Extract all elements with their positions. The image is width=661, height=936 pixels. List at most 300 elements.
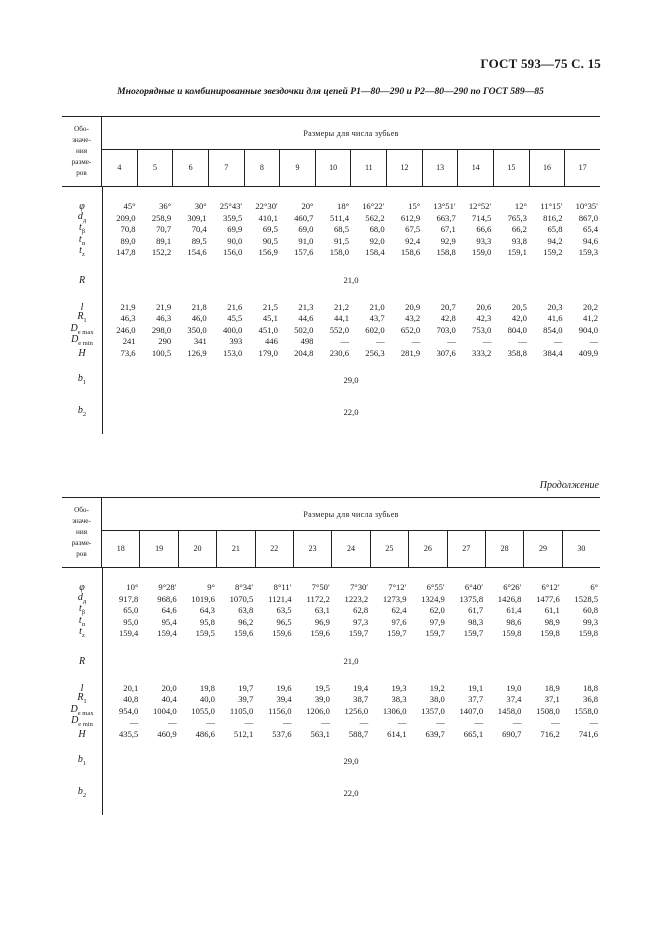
column-label-designation: Обо- значе- ния разме- ров — [62, 117, 102, 186]
value-cell: 209,0 — [116, 212, 136, 223]
value-cell: 511,4 — [330, 212, 350, 223]
value-cell: 11°15′ — [540, 201, 563, 212]
value-cell: 22°30′ — [255, 201, 278, 212]
symbol-b2: $b_2$ — [77, 405, 87, 418]
row-b2 — [62, 402, 600, 423]
symbol-h: H — [78, 347, 86, 359]
value-cell: 1508,0 — [536, 705, 560, 716]
symbol-b1: $b_1$ — [77, 754, 87, 767]
value-cell: 498 — [300, 336, 314, 347]
value-cell: 6°26′ — [503, 582, 522, 593]
value-cell: 63,8 — [238, 605, 254, 616]
value-cell: 97,6 — [391, 616, 407, 627]
value-cell: 502,0 — [294, 324, 314, 335]
value-span: 21,0 — [343, 655, 359, 666]
row-r1 — [62, 313, 600, 325]
value-cell: 19,0 — [506, 682, 522, 693]
value-cell: 1223,2 — [344, 593, 369, 604]
value-cell: 1105,0 — [229, 705, 254, 716]
value-cell: 19,7 — [238, 682, 254, 693]
value-cell: 152,2 — [151, 247, 172, 258]
teeth-count: 30 — [577, 544, 586, 553]
value-span: 29,0 — [343, 375, 359, 385]
value-cell: 66,6 — [476, 224, 492, 235]
value-cell: 602,0 — [365, 324, 385, 335]
value-cell: 44,1 — [334, 313, 350, 324]
value-cell: 968,6 — [157, 593, 177, 604]
row-b1 — [62, 370, 600, 391]
value-cell: 90,0 — [227, 235, 243, 246]
value-span: 29,0 — [343, 756, 359, 766]
symbol-t1: $t_\beta$ — [78, 222, 86, 236]
symbol-demax: $D_{e max}$ — [70, 703, 94, 717]
value-cell: 46,0 — [191, 313, 207, 324]
value-cell: 99,3 — [583, 616, 599, 627]
value-cell: — — [553, 336, 563, 347]
value-cell: 460,7 — [294, 212, 314, 223]
value-cell: 20,6 — [476, 301, 492, 312]
value-cell: 64,6 — [161, 605, 177, 616]
value-cell: 61,1 — [544, 605, 560, 616]
teeth-count: 6 — [173, 149, 209, 186]
value-cell: 10°35′ — [575, 201, 599, 212]
value-cell: 21,6 — [227, 301, 243, 312]
value-cell: 61,7 — [468, 605, 484, 616]
value-cell: 94,6 — [583, 235, 599, 246]
value-cell: 904,0 — [578, 324, 599, 335]
value-cell: 36° — [159, 201, 172, 212]
value-cell: 410,1 — [258, 212, 278, 223]
column-label-designation: Обо- значе- ния разме- ров — [62, 498, 102, 567]
teeth-count: 17 — [578, 163, 587, 172]
value-cell: 43,2 — [405, 313, 421, 324]
value-cell: 38,7 — [353, 694, 369, 705]
value-cell: — — [376, 336, 385, 347]
value-cell: 1273,9 — [382, 593, 407, 604]
symbol-b2: $b_2$ — [77, 786, 87, 799]
value-cell: 1357,0 — [421, 705, 445, 716]
value-cell: — — [589, 717, 599, 728]
teeth-count: 22 — [256, 530, 294, 567]
value-cell: 38,0 — [429, 694, 445, 705]
value-cell: 537,6 — [272, 728, 292, 739]
value-cell: 12°52′ — [468, 201, 492, 212]
symbol-d: $d_д$ — [77, 591, 87, 605]
value-span: 21,0 — [343, 274, 359, 285]
value-cell: 89,0 — [120, 235, 136, 246]
value-cell: 37,1 — [544, 694, 560, 705]
value-cell: 39,0 — [314, 694, 330, 705]
value-cell: — — [589, 336, 599, 347]
row-b1 — [62, 751, 600, 772]
value-cell: 68,5 — [334, 224, 350, 235]
value-cell: 158,4 — [365, 247, 385, 258]
value-cell: 94,2 — [547, 235, 563, 246]
value-cell: 409,9 — [578, 347, 599, 358]
value-cell: 18,8 — [583, 682, 599, 693]
symbol-t2: $t_\alpha$ — [78, 614, 86, 628]
row-demax — [62, 703, 600, 718]
value-cell: 100,5 — [151, 347, 172, 358]
value-cell: 241 — [122, 336, 136, 347]
value-cell: — — [474, 717, 484, 728]
value-cell: — — [482, 336, 492, 347]
value-cell: — — [359, 717, 369, 728]
value-cell: 95,4 — [161, 616, 177, 627]
symbol-t3: $t_z$ — [79, 245, 85, 259]
value-cell: 281,9 — [400, 347, 421, 358]
value-cell: 159,4 — [118, 628, 139, 639]
row-b2 — [62, 783, 600, 804]
value-cell: 1458,0 — [497, 705, 522, 716]
value-cell: 70,8 — [120, 224, 136, 235]
value-cell: 1426,8 — [497, 593, 522, 604]
value-cell: 6° — [590, 582, 599, 593]
row-t2 — [62, 233, 600, 248]
value-cell: 40,0 — [199, 694, 215, 705]
value-cell: 37,7 — [468, 694, 484, 705]
value-cell: 159,3 — [578, 247, 599, 258]
value-cell: 70,4 — [191, 224, 207, 235]
column-caption-teeth: Размеры для числа зубьев — [102, 117, 600, 150]
value-cell: 652,0 — [400, 324, 421, 335]
value-cell: 954,0 — [118, 705, 139, 716]
value-cell: 714,5 — [472, 212, 492, 223]
value-cell: 158,6 — [400, 247, 421, 258]
value-cell: 6°12′ — [541, 582, 560, 593]
symbol-l: l — [80, 682, 84, 694]
teeth-count: 19 — [140, 530, 178, 567]
value-cell: 41,2 — [583, 313, 599, 324]
value-cell: 15° — [408, 201, 421, 212]
teeth-count: 13 — [423, 149, 459, 186]
value-cell: 7°30′ — [349, 582, 369, 593]
value-cell: 562,2 — [365, 212, 385, 223]
value-cell: 612,9 — [400, 212, 421, 223]
value-cell: — — [340, 336, 350, 347]
teeth-count: 25 — [371, 530, 409, 567]
value-cell: 159,6 — [272, 628, 292, 639]
value-cell: 97,9 — [429, 616, 445, 627]
value-cell: 9°28′ — [158, 582, 177, 593]
value-cell: 21,5 — [262, 301, 278, 312]
value-cell: 69,9 — [227, 224, 243, 235]
value-cell: 153,0 — [222, 347, 243, 358]
teeth-count: 5 — [138, 149, 174, 186]
value-cell: 20,7 — [440, 301, 456, 312]
table-body — [62, 568, 600, 815]
value-cell: 90,5 — [262, 235, 278, 246]
value-cell: 7°12′ — [388, 582, 407, 593]
value-cell: 1306,0 — [382, 705, 407, 716]
value-cell: 98,6 — [506, 616, 522, 627]
value-cell: 20,1 — [123, 682, 139, 693]
teeth-count-row — [102, 530, 600, 567]
value-cell: 333,2 — [472, 347, 492, 358]
value-cell: 393 — [229, 336, 243, 347]
value-cell: 741,6 — [578, 728, 599, 739]
symbol-phi: φ — [79, 582, 85, 594]
symbol-r1: $R_1$ — [77, 692, 87, 706]
teeth-count: 29 — [524, 530, 562, 567]
value-cell: 157,6 — [294, 247, 314, 258]
value-cell: 1156,0 — [268, 705, 292, 716]
value-cell: 307,6 — [436, 347, 456, 358]
value-cell: 663,7 — [436, 212, 456, 223]
value-cell: 65,4 — [583, 224, 599, 235]
value-cell: 21,8 — [191, 301, 207, 312]
value-cell: 246,0 — [116, 324, 136, 335]
value-cell: 588,7 — [348, 728, 369, 739]
teeth-count: 26 — [409, 530, 447, 567]
value-cell: — — [518, 336, 527, 347]
row-demin — [62, 717, 600, 729]
value-cell: 179,0 — [258, 347, 278, 358]
column-caption-teeth: Размеры для числа зубьев — [102, 498, 600, 531]
value-cell: 7°50′ — [311, 582, 330, 593]
table-body — [62, 187, 600, 434]
table-1 — [62, 116, 600, 434]
value-cell: 20,5 — [511, 301, 527, 312]
row-l — [62, 302, 600, 314]
value-cell: 753,0 — [472, 324, 492, 335]
value-cell: 156,0 — [222, 247, 243, 258]
symbol-r: R — [78, 655, 86, 667]
value-cell: 384,4 — [543, 347, 563, 358]
value-cell: 6°55′ — [426, 582, 445, 593]
value-cell: 158,0 — [329, 247, 350, 258]
table-header — [62, 498, 600, 568]
row-t1 — [62, 224, 600, 236]
row-t2 — [62, 614, 600, 629]
value-cell: 159,8 — [578, 628, 599, 639]
value-cell: 20° — [301, 201, 314, 212]
teeth-count: 15 — [494, 149, 530, 186]
value-cell: 159,8 — [502, 628, 522, 639]
teeth-count: 18 — [102, 530, 140, 567]
value-cell: 400,0 — [222, 324, 243, 335]
value-cell: 45,1 — [262, 313, 278, 324]
continuation-label: Продолжение — [539, 480, 599, 491]
value-cell: 91,5 — [334, 235, 350, 246]
value-span: 22,0 — [343, 407, 359, 417]
value-cell: — — [397, 717, 407, 728]
value-cell: 39,4 — [276, 694, 292, 705]
value-cell: 159,8 — [540, 628, 560, 639]
value-cell: 159,6 — [310, 628, 330, 639]
value-cell: 563,1 — [310, 728, 330, 739]
teeth-count: 10 — [316, 149, 352, 186]
value-cell: 1324,9 — [421, 593, 445, 604]
value-cell: 1019,6 — [191, 593, 215, 604]
value-cell: 20,3 — [547, 301, 563, 312]
value-cell: 19,4 — [353, 682, 369, 693]
symbol-h: H — [78, 728, 86, 740]
value-cell: 290 — [158, 336, 172, 347]
value-cell: 8°11′ — [273, 582, 292, 593]
value-cell: — — [282, 717, 292, 728]
value-cell: 158,8 — [436, 247, 456, 258]
value-cell: 16°22′ — [362, 201, 385, 212]
teeth-count: 20 — [179, 530, 217, 567]
value-cell: 70,7 — [156, 224, 172, 235]
value-cell: 1477,6 — [536, 593, 560, 604]
value-cell: 69,0 — [298, 224, 314, 235]
value-cell: 156,9 — [258, 247, 278, 258]
row-r — [62, 270, 600, 291]
value-cell: 147,8 — [116, 247, 136, 258]
value-cell: 358,8 — [507, 347, 527, 358]
row-demax — [62, 322, 600, 337]
value-cell: 19,3 — [391, 682, 407, 693]
value-cell: 95,8 — [199, 616, 215, 627]
symbol-r1: $R_1$ — [77, 311, 87, 325]
value-cell: 18° — [337, 201, 350, 212]
value-cell: 66,2 — [511, 224, 527, 235]
symbol-l: l — [80, 301, 84, 313]
value-cell: 96,5 — [276, 616, 292, 627]
value-cell: 1172,2 — [306, 593, 330, 604]
value-cell: 42,0 — [511, 313, 527, 324]
value-cell: 64,3 — [199, 605, 215, 616]
value-cell: 67,5 — [405, 224, 421, 235]
symbol-r: R — [78, 274, 86, 286]
value-cell: 98,9 — [544, 616, 560, 627]
row-t1 — [62, 605, 600, 617]
teeth-count: 24 — [332, 530, 370, 567]
symbol-d: $d_д$ — [77, 210, 87, 224]
page-header: ГОСТ 593—75 С. 15 — [480, 56, 601, 71]
value-cell: 204,8 — [294, 347, 314, 358]
value-cell: 716,2 — [540, 728, 560, 739]
teeth-count: 9 — [280, 149, 316, 186]
value-cell: 36,8 — [583, 694, 599, 705]
value-cell: 159,1 — [507, 247, 527, 258]
row-d — [62, 210, 600, 225]
row-t3 — [62, 247, 600, 259]
symbol-demin: $D_{e min}$ — [71, 334, 93, 348]
teeth-count: 7 — [209, 149, 245, 186]
value-cell: 1256,0 — [344, 705, 369, 716]
value-cell: 21,9 — [120, 301, 136, 312]
value-cell: 19,8 — [199, 682, 215, 693]
value-cell: 1055,0 — [191, 705, 215, 716]
value-cell: 10° — [126, 582, 139, 593]
value-cell: 69,5 — [262, 224, 278, 235]
row-l — [62, 683, 600, 695]
value-cell: 12° — [514, 201, 527, 212]
value-cell: 1528,5 — [574, 593, 599, 604]
value-cell: 451,0 — [258, 324, 278, 335]
row-r — [62, 651, 600, 672]
value-cell: 258,9 — [151, 212, 172, 223]
value-cell: — — [436, 717, 445, 728]
value-cell: 18,9 — [544, 682, 560, 693]
value-cell: 21,0 — [369, 301, 385, 312]
value-cell: 89,5 — [191, 235, 207, 246]
value-cell: 91,0 — [298, 235, 314, 246]
value-cell: 816,2 — [543, 212, 563, 223]
value-cell: 765,3 — [507, 212, 527, 223]
teeth-count: 11 — [351, 149, 387, 186]
value-cell: 126,9 — [187, 347, 207, 358]
value-cell: 21,9 — [156, 301, 172, 312]
value-cell: 298,0 — [151, 324, 172, 335]
value-cell: 62,0 — [429, 605, 445, 616]
value-cell: 154,6 — [187, 247, 207, 258]
value-cell: — — [551, 717, 560, 728]
symbol-demax: $D_{e max}$ — [70, 322, 94, 336]
value-cell: 341 — [193, 336, 207, 347]
value-cell: 42,8 — [440, 313, 456, 324]
teeth-count-row — [102, 149, 600, 186]
value-cell: — — [321, 717, 330, 728]
value-cell: 1121,4 — [268, 593, 292, 604]
teeth-count: 4 — [102, 149, 138, 186]
value-cell: 96,2 — [238, 616, 254, 627]
value-cell: 96,9 — [314, 616, 330, 627]
row-phi — [62, 582, 600, 594]
value-cell: 40,8 — [123, 694, 139, 705]
value-cell: 1407,0 — [459, 705, 484, 716]
value-cell: 435,5 — [118, 728, 139, 739]
value-cell: 93,3 — [476, 235, 492, 246]
value-cell: 40,4 — [161, 694, 177, 705]
value-cell: 63,5 — [276, 605, 292, 616]
table-2 — [62, 497, 600, 815]
value-cell: 614,1 — [387, 728, 407, 739]
value-cell: 89,1 — [156, 235, 172, 246]
value-cell: 39,7 — [238, 694, 254, 705]
teeth-count: 28 — [486, 530, 524, 567]
value-cell: 46,3 — [156, 313, 172, 324]
value-cell: 256,3 — [365, 347, 385, 358]
value-cell: 512,1 — [233, 728, 254, 739]
value-cell: 68,0 — [369, 224, 385, 235]
teeth-count: 27 — [448, 530, 486, 567]
value-cell: — — [244, 717, 254, 728]
value-cell: 45° — [123, 201, 136, 212]
value-cell: 1375,8 — [459, 593, 484, 604]
value-cell: 1558,0 — [574, 705, 599, 716]
value-cell: 67,1 — [440, 224, 456, 235]
value-cell: 62,4 — [391, 605, 407, 616]
value-cell: 65,0 — [123, 605, 139, 616]
value-cell: 61,4 — [506, 605, 522, 616]
value-cell: 63,1 — [314, 605, 330, 616]
value-cell: 73,6 — [120, 347, 136, 358]
page-title: Многорядные и комбинированные звездочки для цепей Р1—80—290 и Р2—80—290 по ГОСТ 589—85 — [117, 86, 544, 97]
symbol-demin: $D_{e min}$ — [71, 715, 93, 729]
value-cell: 20,9 — [405, 301, 421, 312]
value-cell: 42,3 — [476, 313, 492, 324]
value-cell: — — [411, 336, 421, 347]
value-cell: 804,0 — [507, 324, 527, 335]
value-cell: 309,1 — [187, 212, 207, 223]
value-cell: 446 — [265, 336, 278, 347]
value-cell: 867,0 — [578, 212, 599, 223]
value-cell: 92,9 — [440, 235, 456, 246]
value-cell: 6°40′ — [464, 582, 484, 593]
symbol-t1: $t_\beta$ — [78, 603, 86, 617]
row-r1 — [62, 694, 600, 706]
value-cell: 97,3 — [353, 616, 369, 627]
value-cell: 159,6 — [233, 628, 254, 639]
value-cell: — — [168, 717, 177, 728]
row-t3 — [62, 628, 600, 640]
value-cell: 159,0 — [472, 247, 492, 258]
value-cell: 1070,5 — [229, 593, 254, 604]
